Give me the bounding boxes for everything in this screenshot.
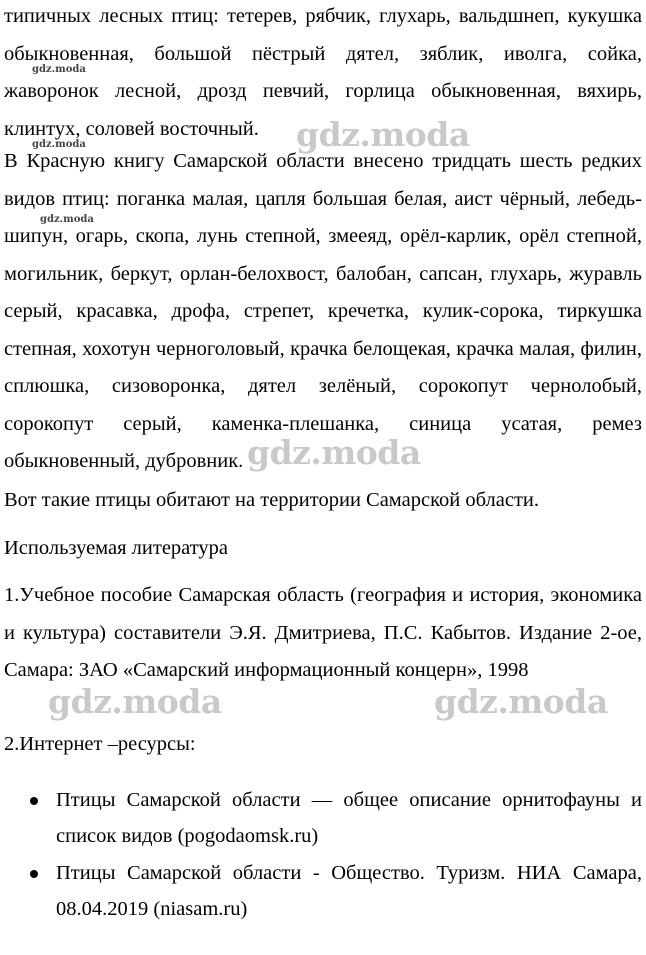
literature-heading: Используемая литература bbox=[4, 537, 229, 559]
reference-2-heading: 2.Интернет –ресурсы: bbox=[4, 733, 196, 755]
web-resources-list bbox=[0, 783, 642, 929]
watermark-large: gdz.moda bbox=[48, 682, 222, 721]
conclusion-text: Вот такие птицы обитают на территории Самарской области. bbox=[4, 489, 540, 511]
watermark-large: gdz.moda bbox=[296, 115, 470, 154]
web-resource-item bbox=[0, 856, 642, 927]
watermark-small: gdz.moda bbox=[32, 139, 86, 150]
web-resource-text: Птицы Самарской области - Общество. Туризм. НИА Самара, 08.04.2019 (niasam.ru) bbox=[56, 862, 642, 920]
watermark-small: gdz.moda bbox=[32, 64, 86, 75]
bullet-icon bbox=[30, 870, 38, 878]
watermark-small: gdz.moda bbox=[40, 214, 94, 225]
intro-tail-paragraph: типичных лесных птиц: тетерев, рябчик, глухарь, вальдшнеп, кукушка обыкновенная, большой пёстрый дятел, зяблик, иволга, сойка, жаворонок лесной, дрозд певчий, горлица обыкновенная, вяхирь, клинтух, соловей восточный. bbox=[4, 5, 642, 140]
reference-1: 1.Учебное пособие Самарская область (география и история, экономика и культура) составители Э.Я. Дмитриева, П.С. Кабытов. Издание 2-ое, Самара: ЗАО «Самарский информационный концерн», 1998 bbox=[4, 584, 642, 681]
bullet-icon bbox=[30, 797, 38, 805]
watermark-large: gdz.moda bbox=[434, 682, 608, 721]
red-book-paragraph: В Красную книгу Самарской области внесено тридцать шесть редких видов птиц: поганка малая, цапля большая белая, аист чёрный, лебедь-шипун, огарь, скопа, лунь степной, змееяд, орёл-карлик, орёл степной, могильник, беркут, орлан-белохвост, балобан, сапсан, глухарь, журавль серый, красавка, дрофа, стрепет, кречетка, кулик-сорока, тиркушка степная, хохотун черноголовый, крачка белощекая, крачка малая, филин, сплюшка, сизоворонка, дятел зелёный, сорокопут чернолобый, сорокопут серый, каменка-плешанка, синица усатая, ремез обыкновенный, дубровник. bbox=[4, 150, 642, 472]
web-resource-text: Птицы Самарской области — общее описание орнитофауны и список видов (pogodaomsk.ru) bbox=[56, 789, 642, 847]
web-resource-item bbox=[0, 783, 642, 854]
watermark-large: gdz.moda bbox=[247, 433, 421, 472]
